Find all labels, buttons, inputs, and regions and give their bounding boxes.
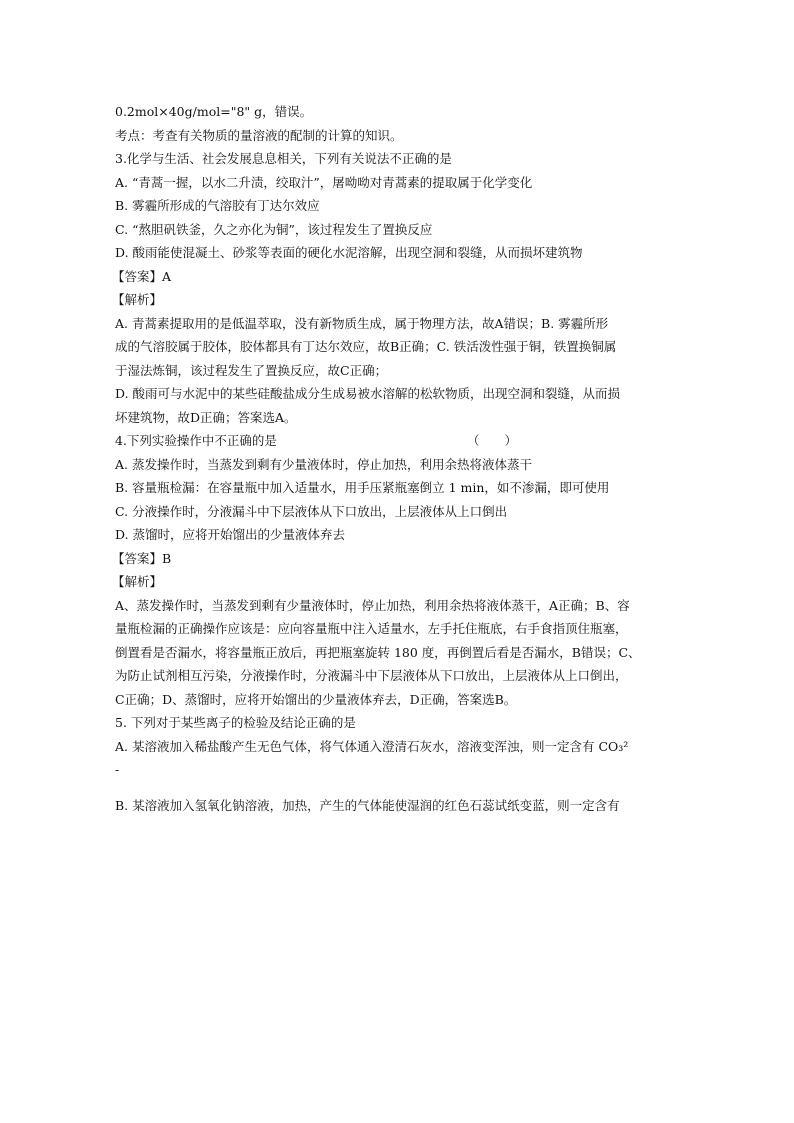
- q3-analysis-line: D. 酸雨可与水泥中的某些硅酸盐成分生成易被水溶解的松软物质，出现空洞和裂缝，从而损: [115, 386, 621, 401]
- q4-stem: 4.下列实验操作中不正确的是: [115, 433, 277, 448]
- q4-analysis-line: C正确；D、蒸馏时，应将开始馏出的少量液体弃去，D正确，答案选B。: [115, 691, 517, 707]
- q3-analysis-line: 成的气溶胶属于胶体，胶体都具有丁达尔效应，故B正确；C. 铁活泼性强于铜，铁置换铜属: [115, 339, 617, 354]
- q3-answer: 【答案】A: [112, 268, 172, 284]
- q4-analysis-line: 为防止试剂相互污染，分液操作时，分液漏斗中下层液体从下口放出，上层液体从上口倒出，: [115, 668, 628, 683]
- q4-analysis-line: 量瓶检漏的正确操作应该是：应向容量瓶中注入适量水，左手托住瓶底，右手食指顶住瓶塞，: [115, 621, 628, 636]
- q4-answer-paren: （ ）: [466, 433, 517, 448]
- q3-stem: 3.化学与生活、社会发展息息相关，下列有关说法不正确的是: [115, 151, 452, 166]
- q3-option-c: C. “熬胆矾铁釜，久之亦化为铜”，该过程发生了置换反应: [115, 221, 433, 237]
- q4-option-a: A. 蒸发操作时，当蒸发到剩有少量液体时，停止加热，利用余热将液体蒸干: [115, 456, 532, 472]
- q4-analysis-line: A、蒸发操作时，当蒸发到剩有少量液体时，停止加热，利用余热将液体蒸干，A正确；B、容: [115, 597, 630, 613]
- q5-option-a-continued: -: [115, 762, 120, 777]
- q4-option-d: D. 蒸馏时，应将开始馏出的少量液体弃去: [115, 527, 346, 542]
- q5-stem: 5. 下列对于某些离子的检验及结论正确的是: [115, 715, 356, 730]
- q5-option-b: B. 某溶液加入氢氧化钠溶液，加热，产生的气体能使湿润的红色石蕊试纸变蓝，则一定含有: [115, 797, 620, 813]
- prev-solution-tail: 0.2mol×40g/mol="8" g，错误。: [115, 104, 313, 119]
- q3-analysis-line: A. 青蒿素提取用的是低温萃取，没有新物质生成，属于物理方法，故A错误；B. 雾霾所形: [115, 315, 609, 331]
- q4-option-b: B. 容量瓶检漏：在容量瓶中加入适量水，用手压紧瓶塞倒立 1 min，如不渗漏，即可使用: [115, 480, 610, 495]
- q4-analysis-line: 倒置看是否漏水，将容量瓶正放后，再把瓶塞旋转 180 度，再倒置后看是否漏水，B错误；C、: [115, 644, 641, 660]
- q3-option-a: A. “青蒿一握，以水二升渍，绞取汁”，屠呦呦对青蒿素的提取属于化学变化: [115, 174, 533, 190]
- q4-option-c: C. 分液操作时，分液漏斗中下层液体从下口放出，上层液体从上口倒出: [115, 503, 508, 519]
- q3-option-b: B. 雾霾所形成的气溶胶有丁达尔效应: [115, 198, 320, 213]
- q3-analysis-line: 于湿法炼铜，该过程发生了置换反应，故C正确；: [115, 362, 388, 378]
- document-page: [112, 100, 685, 817]
- prev-kaodian: 考点：考查有关物质的量溶液的配制的计算的知识。: [115, 127, 403, 143]
- q3-analysis-title: 【解析】: [112, 292, 163, 307]
- q5-option-a: A. 某溶液加入稀盐酸产生无色气体，将气体通入澄清石灰水，溶液变浑浊，则一定含有 CO₃²: [115, 738, 629, 754]
- q4-analysis-title: 【解析】: [112, 574, 163, 589]
- q4-answer: 【答案】B: [112, 550, 172, 566]
- q3-option-d: D. 酸雨能使混凝土、砂浆等表面的硬化水泥溶解，出现空洞和裂缝，从而损坏建筑物: [115, 245, 583, 260]
- q3-analysis-line: 坏建筑物，故D正确；答案选A。: [115, 409, 297, 425]
- line-spacer: [115, 782, 685, 794]
- q4-stem-row: [115, 429, 685, 453]
